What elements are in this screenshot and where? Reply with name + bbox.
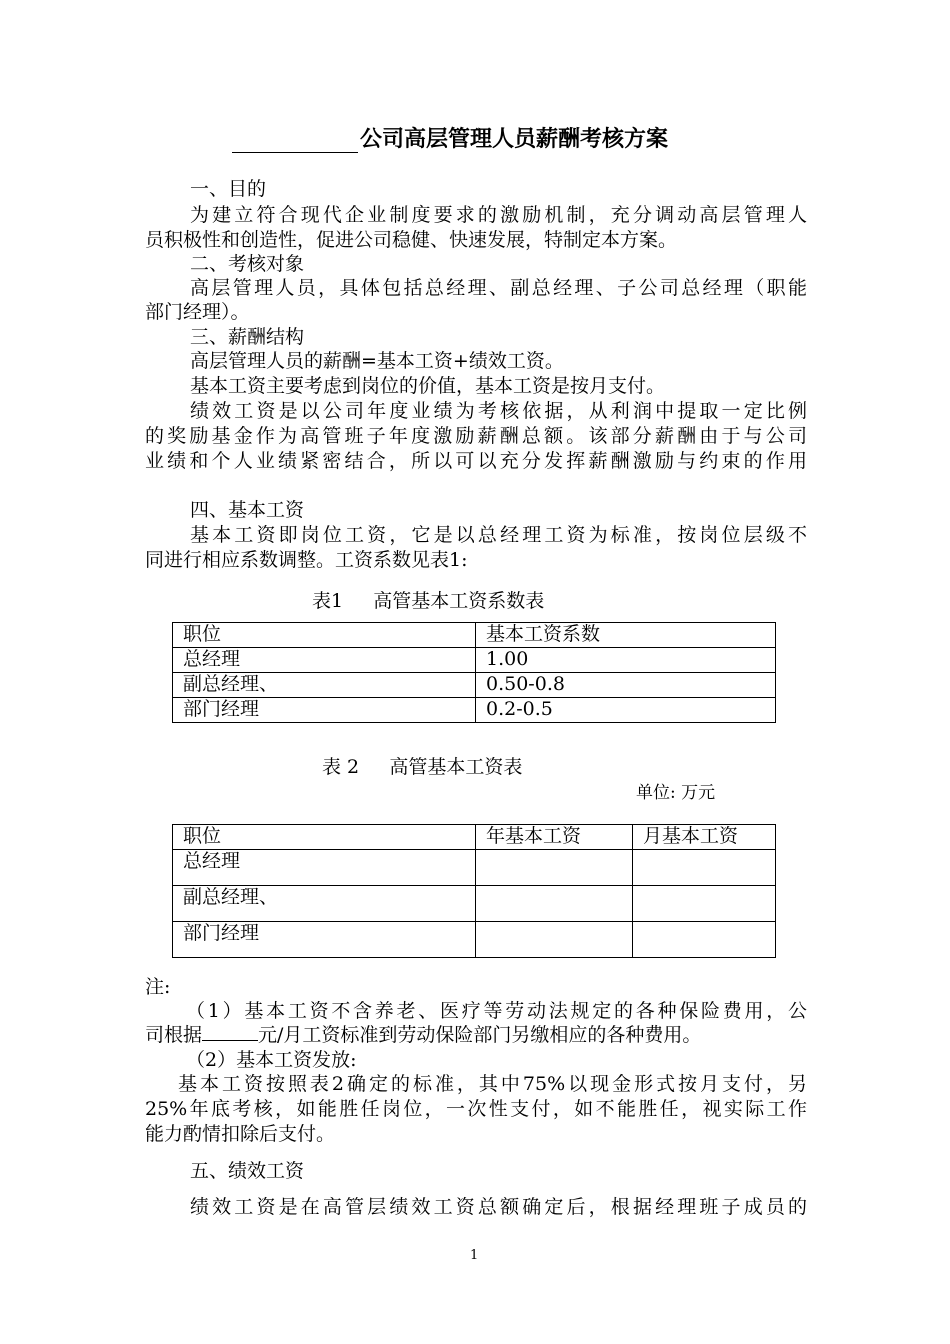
target-line-1: 高层管理人员，具体包括总经理、副总经理、子公司总经理（职能 [190,277,807,299]
target-line-2: 部门经理）。 [145,301,250,323]
note-2-line-3: 能力酌情扣除后支付。 [145,1123,336,1145]
table-header-cell: 月基本工资 [633,825,776,850]
perf-line-1: 绩效工资是在高管层绩效工资总额确定后，根据经理班子成员的 [190,1196,807,1218]
table-cell: 副总经理、 [173,886,476,922]
structure-line-4: 的奖励基金作为高管班子年度激励薪酬总额。该部分薪酬由于与公司 [145,425,807,447]
basic-line-1: 基本工资即岗位工资，它是以总经理工资为标准，按岗位层级不 [190,524,807,546]
structure-line-5: 业绩和个人业绩紧密结合，所以可以充分发挥薪酬激励与约束的作用 [145,450,807,472]
table-row [173,623,776,648]
amount-blank-line [202,1022,258,1041]
table-row [173,648,776,673]
notes-label: 注: [145,976,171,998]
table1-caption: 表1 高管基本工资系数表 [312,590,545,612]
table-cell [476,886,633,922]
note-1-text-b: 元/月工资标准到劳动保险部门另缴相应的各种费用。 [258,1024,702,1046]
table-header-cell: 职位 [173,623,476,648]
perf-heading: 五、绩效工资 [190,1160,305,1182]
structure-line-3: 绩效工资是以公司年度业绩为考核依据，从利润中提取一定比例 [190,400,807,422]
target-heading: 二、考核对象 [190,253,305,275]
table-cell [476,922,633,958]
table-cell [476,850,633,886]
table-cell: 总经理 [173,850,476,886]
table-cell: 副总经理、 [173,673,476,698]
table-cell [633,850,776,886]
note-2-line-1: 基本工资按照表2确定的标准，其中75%以现金形式按月支付，另 [178,1073,807,1095]
table2-caption: 表 2 高管基本工资表 [322,756,523,778]
purpose-line-2: 员积极性和创造性，促进公司稳健、快速发展，特制定本方案。 [145,229,678,251]
document-title [232,122,668,153]
table-header-cell: 职位 [173,825,476,850]
page-number: 1 [470,1248,479,1263]
table-cell: 0.2-0.5 [476,698,776,723]
table-row [173,698,776,723]
table2-unit: 单位: 万元 [636,783,716,803]
salary-table [172,824,776,958]
structure-line-1: 高层管理人员的薪酬=基本工资+绩效工资。 [190,350,564,372]
table-row [173,850,776,886]
table-row [173,673,776,698]
basic-heading: 四、基本工资 [190,499,305,521]
basic-line-2: 同进行相应系数调整。工资系数见表1: [145,549,468,571]
table-cell: 总经理 [173,648,476,673]
purpose-line-1: 为建立符合现代企业制度要求的激励机制，充分调动高层管理人 [190,204,807,226]
coefficient-table [172,622,776,723]
table-header-cell: 年基本工资 [476,825,633,850]
structure-heading: 三、薪酬结构 [190,326,305,348]
table-cell: 部门经理 [173,922,476,958]
structure-line-2: 基本工资主要考虑到岗位的价值，基本工资是按月支付。 [190,375,666,397]
table-header-cell: 基本工资系数 [476,623,776,648]
table-cell: 1.00 [476,648,776,673]
note-1-line-1: （1）基本工资不含养老、医疗等劳动法规定的各种保险费用，公 [186,1000,807,1022]
table-cell [633,886,776,922]
title-blank-line [232,130,358,153]
note-2-heading: （2）基本工资发放: [186,1049,357,1071]
table-row [173,825,776,850]
table-cell [633,922,776,958]
table-cell: 部门经理 [173,698,476,723]
note-1-line-2 [145,1022,701,1048]
table-cell: 0.50-0.8 [476,673,776,698]
title-text: 公司高层管理人员薪酬考核方案 [360,127,669,152]
table-row [173,922,776,958]
purpose-heading: 一、目的 [190,178,267,200]
table-row [173,886,776,922]
note-2-line-2: 25%年底考核，如能胜任岗位，一次性支付，如不能胜任，视实际工作 [145,1098,807,1120]
note-1-text-a: 司根据 [145,1024,203,1046]
